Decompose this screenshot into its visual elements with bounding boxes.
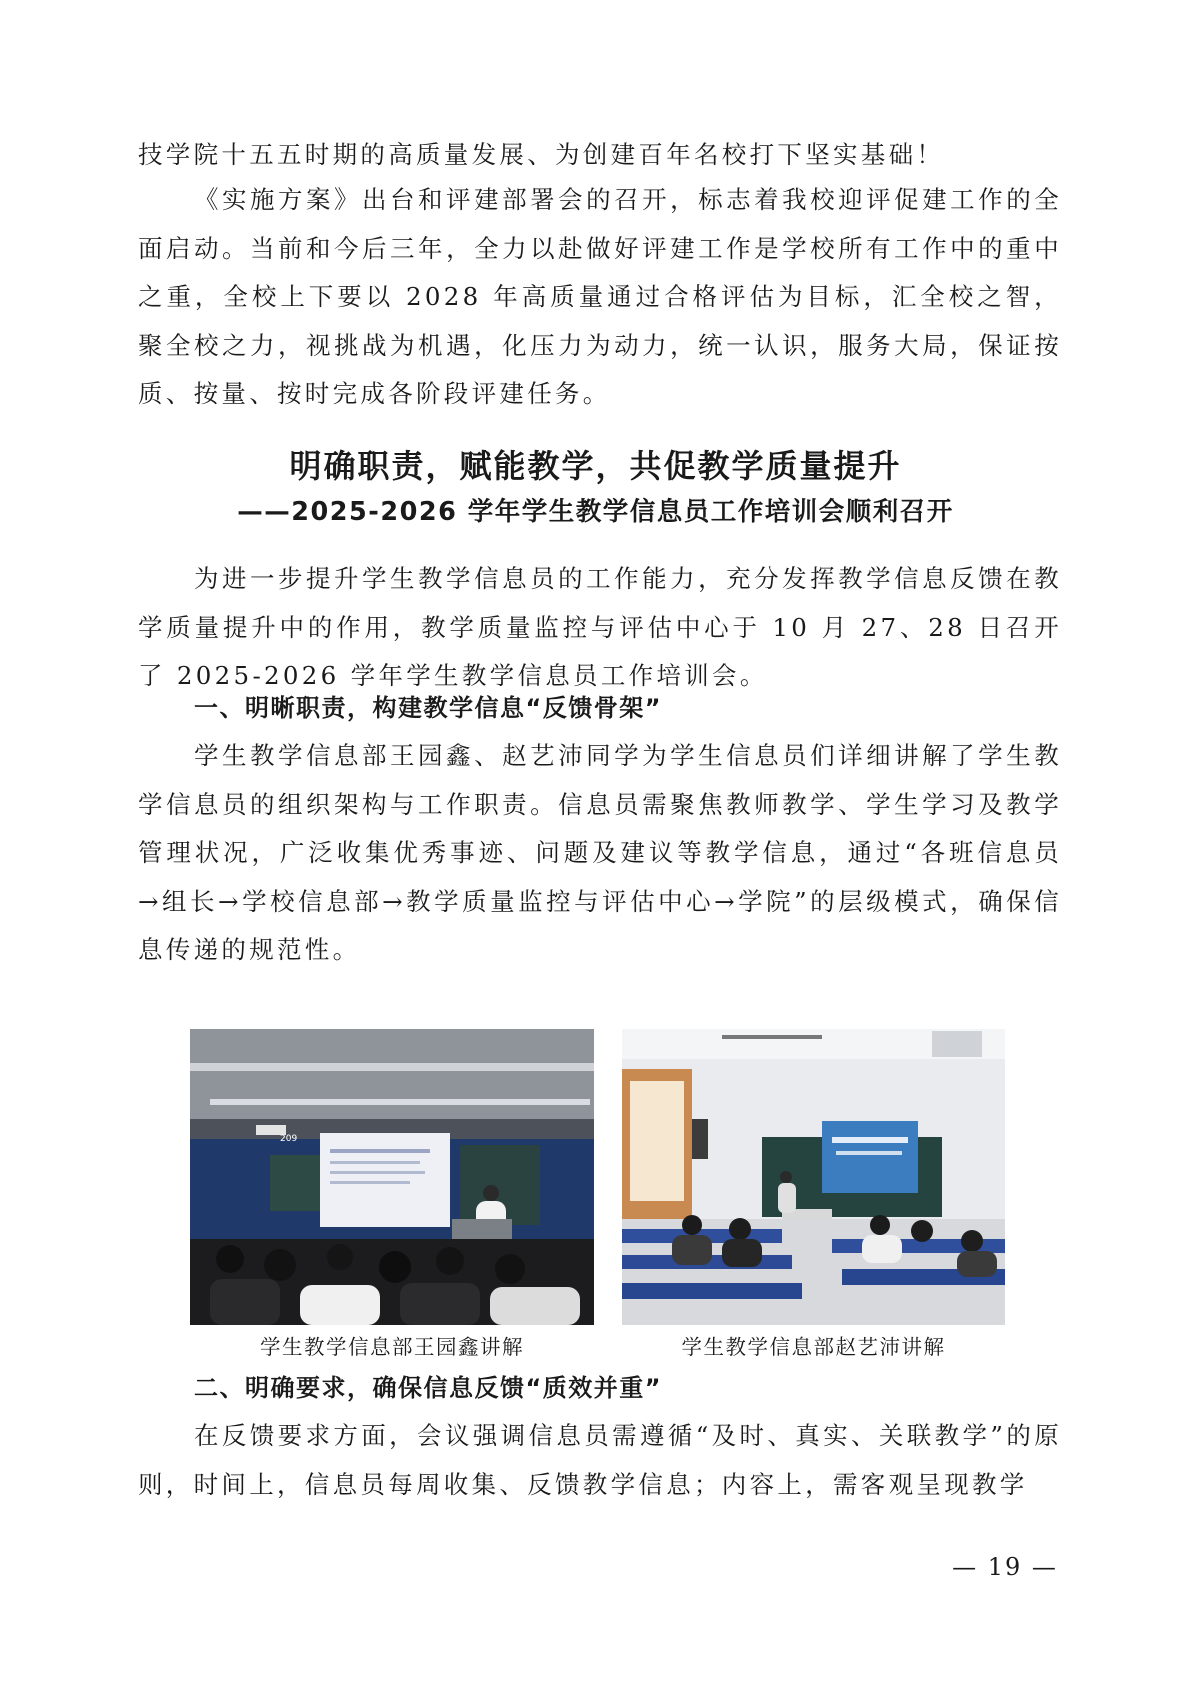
article-intro: 为进一步提升学生教学信息员的工作能力，充分发挥教学信息反馈在教学质量提升中的作用，教学质量监控与评估中心于 10 月 27、28 日召开了 2025-2026 学年学生教学信息员工作培训会。 <box>138 564 1062 691</box>
section-heading-2: 二、明确要求，确保信息反馈“质效并重” <box>194 1374 663 1402</box>
paragraph-continuation: 技学院十五五时期的高质量发展、为创建百年名校打下坚实基础！ <box>138 140 945 169</box>
page-number: — 19 — <box>952 1553 1058 1581</box>
photo-lecture-zhao-image <box>622 1029 1005 1325</box>
section-body-2: 在反馈要求方面，会议强调信息员需遵循“及时、真实、关联教学”的原则，时间上，信息员每周收集、反馈教学信息；内容上，需客观呈现教学 <box>138 1421 1062 1499</box>
photo-lecture-wang-image <box>190 1029 594 1325</box>
photo-lecture-zhao <box>622 1029 1005 1325</box>
article-title: 明确职责，赋能教学，共促教学质量提升 <box>289 447 902 485</box>
paragraph-launch: 《实施方案》出台和评建部署会的召开，标志着我校迎评促建工作的全面启动。当前和今后三年，全力以赴做好评建工作是学校所有工作中的重中之重，全校上下要以 2028 年高质量通过合格评估为目标，汇全校之智，聚全校之力，视挑战为机遇，化压力为动力，统一认识，服务大局，保证按质、按量、按时完成各阶段评建任务。 <box>138 185 1062 409</box>
photo-caption-1: 学生教学信息部王园鑫讲解 <box>260 1335 524 1359</box>
section-body-1: 学生教学信息部王园鑫、赵艺沛同学为学生信息员们详细讲解了学生教学信息员的组织架构与工作职责。信息员需聚焦教师教学、学生学习及教学管理状况，广泛收集优秀事迹、问题及建议等教学信息，通过“各班信息员→组长→学校信息部→教学质量监控与评估中心→学院”的层级模式，确保信息传递的规范性。 <box>138 741 1062 965</box>
room-sign-text: 209 <box>280 1134 298 1144</box>
article-subtitle: ——2025-2026 学年学生教学信息员工作培训会顺利召开 <box>237 497 954 527</box>
section-heading-1: 一、明晰职责，构建教学信息“反馈骨架” <box>194 694 663 722</box>
photo-caption-2: 学生教学信息部赵艺沛讲解 <box>681 1335 946 1359</box>
photo-lecture-wang <box>190 1029 594 1325</box>
